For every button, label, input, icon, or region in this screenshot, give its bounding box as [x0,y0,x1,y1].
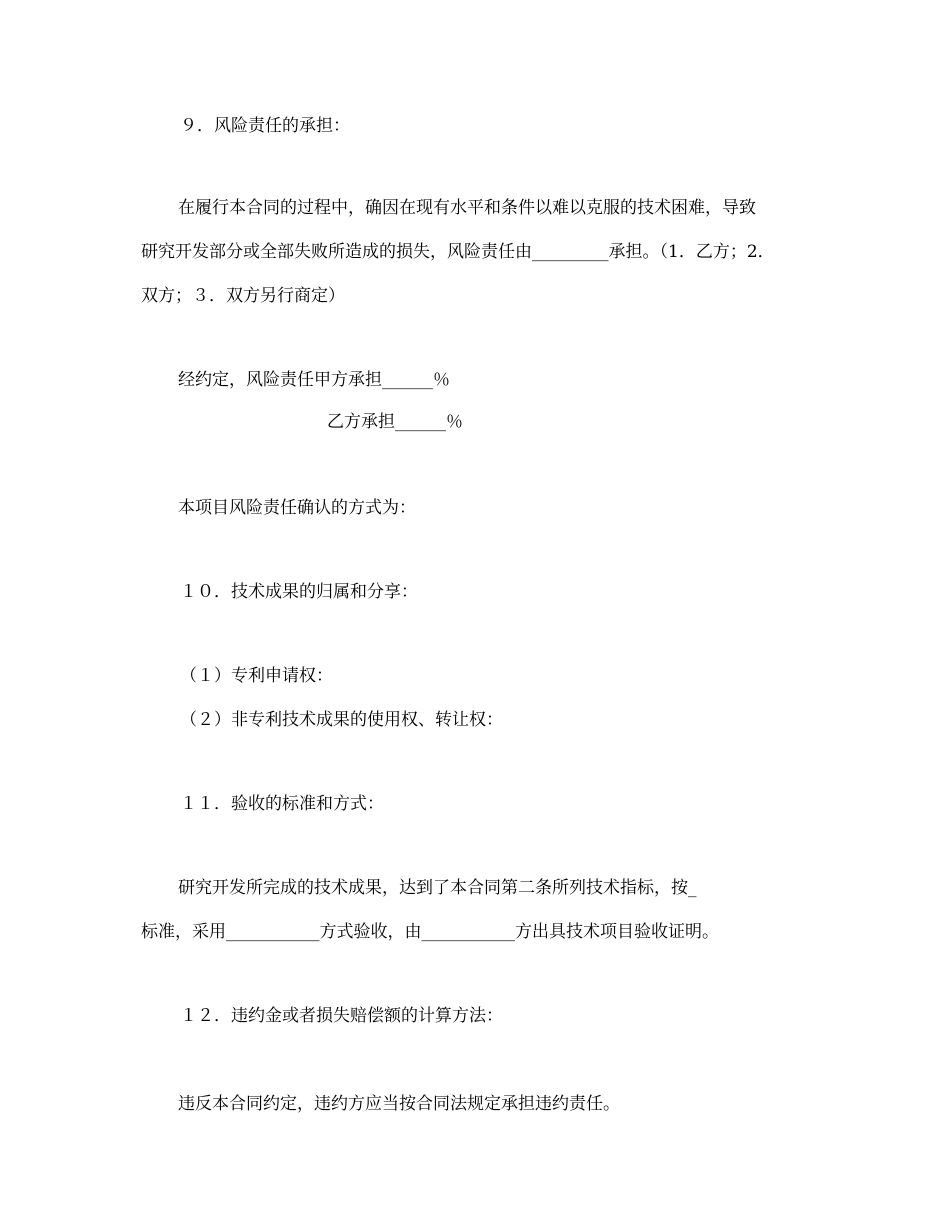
risk-confirmation-method: 本项目风险责任确认的方式为： [178,498,416,518]
paragraph-breach-liability: 违反本合同约定，违约方应当按合同法规定承担违约责任。 [178,1094,620,1114]
paragraph-risk-line-3: 双方；３．双方另行商定） [141,286,345,306]
section-heading-9: ９．风险责任的承担： [180,116,350,136]
section-heading-10: １０．技术成果的归属和分享： [180,582,418,602]
section-heading-11: １１．验收的标准和方式： [180,794,384,814]
risk-share-party-b: 乙方承担______％ [327,412,463,432]
section-heading-12: １２．违约金或者损失赔偿额的计算方法： [180,1006,503,1026]
paragraph-risk-line-2: 研究开发部分或全部失败所造成的损失，风险责任由_________承担。（1．乙方；2． [141,242,775,262]
paragraph-acceptance-line-2: 标准，采用___________方式验收，由___________方出具技术项目验收证明。 [141,922,719,942]
paragraph-risk-line-1: 在履行本合同的过程中，确因在现有水平和条件以难以克服的技术困难，导致 [178,198,756,218]
non-patent-rights: （２）非专利技术成果的使用权、转让权： [180,710,503,730]
risk-share-party-a: 经约定，风险责任甲方承担______％ [178,370,450,390]
paragraph-acceptance-line-1: 研究开发所完成的技术成果，达到了本合同第二条所列技术指标，按_ [178,878,697,898]
patent-application-right: （１）专利申请权： [180,666,333,686]
